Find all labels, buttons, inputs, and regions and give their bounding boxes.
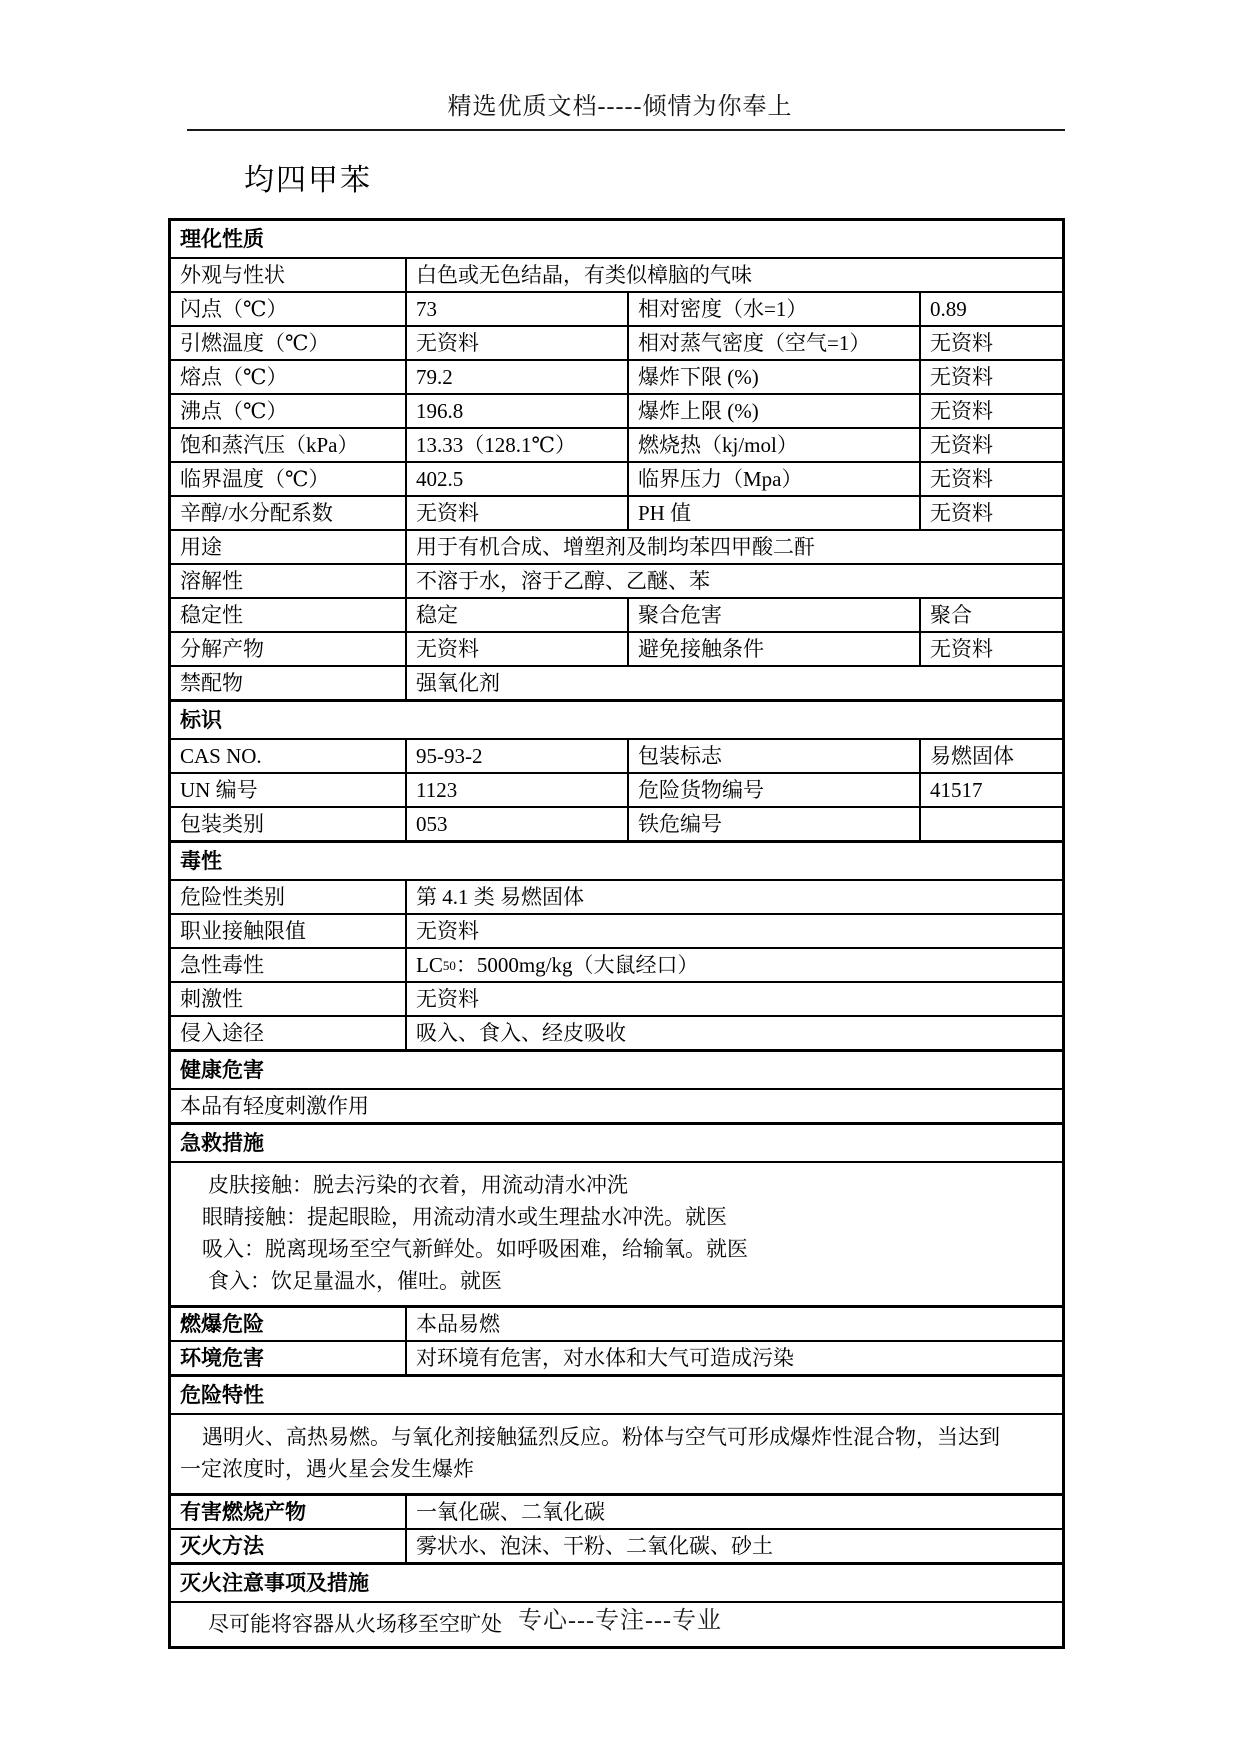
table-row-section-fire-fighting xyxy=(171,1562,1062,1601)
field-label: 急性毒性 xyxy=(180,953,264,977)
table-row xyxy=(171,597,1062,631)
field-label: UN 编号 xyxy=(180,778,258,802)
first-aid-line: 皮肤接触：脱去污染的衣着，用流动清水冲洗 xyxy=(208,1173,628,1197)
field-label: 熔点（℃） xyxy=(180,365,288,389)
section-title: 健康危害 xyxy=(180,1058,264,1082)
footer-note: 专心---专注---专业 xyxy=(518,1608,722,1634)
field-label: 职业接触限值 xyxy=(180,919,306,943)
table-row xyxy=(171,981,1062,1015)
lc-subscript: 50 xyxy=(442,957,456,973)
field-label: 饱和蒸汽压（kPa） xyxy=(180,433,359,457)
field-label: 沸点（℃） xyxy=(180,399,288,423)
field-label: 外观与性状 xyxy=(180,263,285,287)
field-value: 无资料 xyxy=(405,497,627,529)
field-label: 包装类别 xyxy=(180,812,264,836)
field-value: 95-93-2 xyxy=(405,740,627,772)
field-label: 聚合危害 xyxy=(627,599,919,631)
section-title: 灭火注意事项及措施 xyxy=(180,1571,369,1595)
table-row xyxy=(171,359,1062,393)
table-row-section-identification xyxy=(171,699,1062,738)
field-value: 无资料 xyxy=(919,497,1062,529)
field-value: 73 xyxy=(405,293,627,325)
field-label: 爆炸下限 (%) xyxy=(627,361,919,393)
table-row-section-physical xyxy=(171,221,1062,257)
field-value: 本品易燃 xyxy=(405,1308,1062,1340)
table-row xyxy=(171,495,1062,529)
field-value: 196.8 xyxy=(405,395,627,427)
table-row xyxy=(171,1340,1062,1374)
table-row xyxy=(171,1088,1062,1122)
field-label: 禁配物 xyxy=(180,671,243,695)
table-row-section-hazard-characteristics xyxy=(171,1374,1062,1413)
field-value: 无资料 xyxy=(919,327,1062,359)
field-value: 雾状水、泡沫、干粉、二氧化碳、砂土 xyxy=(405,1530,1062,1562)
field-label: 分解产物 xyxy=(180,637,264,661)
field-label: 相对密度（水=1） xyxy=(627,293,919,325)
field-label: CAS NO. xyxy=(180,744,262,768)
table-row xyxy=(171,461,1062,495)
table-row-section-health-hazard xyxy=(171,1049,1062,1088)
first-aid-line: 吸入：脱离现场至空气新鲜处。如呼吸困难，给输氧。就医 xyxy=(202,1237,748,1261)
field-value: 无资料 xyxy=(919,361,1062,393)
table-row xyxy=(171,257,1062,291)
field-value: 无资料 xyxy=(919,463,1062,495)
field-label: 灭火方法 xyxy=(180,1534,264,1558)
field-value: 无资料 xyxy=(405,983,1062,1015)
table-row-hazard-body xyxy=(171,1413,1062,1493)
field-label: 燃爆危险 xyxy=(180,1312,264,1336)
field-label: 相对蒸气密度（空气=1） xyxy=(627,327,919,359)
field-value: 无资料 xyxy=(405,327,627,359)
field-value: 402.5 xyxy=(405,463,627,495)
table-row xyxy=(171,291,1062,325)
table-row xyxy=(171,563,1062,597)
table-row xyxy=(171,631,1062,665)
field-label: 爆炸上限 (%) xyxy=(627,395,919,427)
fire-fighting-line: 尽可能将容器从火场移至空旷处 xyxy=(208,1612,502,1636)
field-value: 053 xyxy=(405,808,627,840)
field-value: 白色或无色结晶，有类似樟脑的气味 xyxy=(405,259,1062,291)
field-value: 13.33（128.1℃） xyxy=(405,429,627,461)
field-value: 无资料 xyxy=(405,633,627,665)
page-title: 均四甲苯 xyxy=(244,164,372,197)
table-row xyxy=(171,772,1062,806)
field-value: 无资料 xyxy=(405,915,1062,947)
table-row xyxy=(171,393,1062,427)
field-value xyxy=(919,808,1062,840)
field-label: 包装标志 xyxy=(627,740,919,772)
field-value: 稳定 xyxy=(405,599,627,631)
field-label: 避免接触条件 xyxy=(627,633,919,665)
table-row xyxy=(171,427,1062,461)
field-label: 铁危编号 xyxy=(627,808,919,840)
field-value: 1123 xyxy=(405,774,627,806)
field-label: PH 值 xyxy=(627,497,919,529)
field-label: 临界温度（℃） xyxy=(180,467,330,491)
field-value: 79.2 xyxy=(405,361,627,393)
field-value: 吸入、食入、经皮吸收 xyxy=(405,1017,1062,1049)
table-row xyxy=(171,1305,1062,1340)
table-row xyxy=(171,947,1062,981)
section-title: 急救措施 xyxy=(180,1131,264,1155)
section-title: 理化性质 xyxy=(180,227,264,251)
field-value: 41517 xyxy=(919,774,1062,806)
field-label: 临界压力（Mpa） xyxy=(627,463,919,495)
field-label: 用途 xyxy=(180,535,222,559)
field-label: 闪点（℃） xyxy=(180,297,288,321)
field-value: 无资料 xyxy=(919,395,1062,427)
lc-prefix: LC xyxy=(416,953,443,977)
field-label: 危险货物编号 xyxy=(627,774,919,806)
field-label: 引燃温度（℃） xyxy=(180,331,330,355)
field-value: 易燃固体 xyxy=(919,740,1062,772)
field-value: 第 4.1 类 易燃固体 xyxy=(405,881,1062,913)
field-label: 有害燃烧产物 xyxy=(180,1500,306,1524)
field-label: 稳定性 xyxy=(180,603,243,627)
first-aid-line: 食入：饮足量温水，催吐。就医 xyxy=(208,1269,502,1293)
table-row xyxy=(171,913,1062,947)
table-row xyxy=(171,325,1062,359)
field-value: 不溶于水，溶于乙醇、乙醚、苯 xyxy=(405,565,1062,597)
table-row xyxy=(171,529,1062,563)
table-row xyxy=(171,1528,1062,1562)
field-value: 强氧化剂 xyxy=(405,667,1062,699)
hazard-line: 遇明火、高热易燃。与氧化剂接触猛烈反应。粉体与空气可形成爆炸性混合物，当达到 xyxy=(202,1425,1000,1449)
lc-rest: ：5000mg/kg（大鼠经口） xyxy=(455,953,699,977)
table-row xyxy=(171,879,1062,913)
field-value: 用于有机合成、增塑剂及制均苯四甲酸二酐 xyxy=(405,531,1062,563)
field-label: 环境危害 xyxy=(180,1346,264,1370)
section-title: 标识 xyxy=(180,708,222,732)
field-label: 辛醇/水分配系数 xyxy=(180,501,333,525)
field-value: 对环境有危害，对水体和大气可造成污染 xyxy=(405,1342,1062,1374)
table-row xyxy=(171,1493,1062,1528)
section-title: 毒性 xyxy=(180,849,222,873)
field-value: 0.89 xyxy=(919,293,1062,325)
table-row xyxy=(171,738,1062,772)
field-label: 危险性类别 xyxy=(180,885,285,909)
table-row-section-first-aid xyxy=(171,1122,1062,1161)
field-value: 一氧化碳、二氧化碳 xyxy=(405,1496,1062,1528)
table-row xyxy=(171,665,1062,699)
table-row xyxy=(171,1015,1062,1049)
msds-table xyxy=(168,218,1065,1649)
field-label: 刺激性 xyxy=(180,987,243,1011)
field-label: 侵入途径 xyxy=(180,1021,264,1045)
header-divider xyxy=(187,129,1065,131)
table-row xyxy=(171,806,1062,840)
table-row-section-toxicity xyxy=(171,840,1062,879)
field-label: 溶解性 xyxy=(180,569,243,593)
first-aid-line: 眼睛接触：提起眼睑，用流动清水或生理盐水冲洗。就医 xyxy=(202,1205,727,1229)
hazard-line: 一定浓度时，遇火星会发生爆炸 xyxy=(180,1457,474,1481)
field-value: 无资料 xyxy=(919,429,1062,461)
field-value: 无资料 xyxy=(919,633,1062,665)
header-note: 精选优质文档-----倾情为你奉上 xyxy=(447,94,793,120)
table-row-first-aid-body xyxy=(171,1161,1062,1305)
field-value: 聚合 xyxy=(919,599,1062,631)
section-title: 危险特性 xyxy=(180,1383,264,1407)
field-value xyxy=(405,949,1062,981)
field-value: 本品有轻度刺激作用 xyxy=(180,1094,369,1118)
field-label: 燃烧热（kj/mol） xyxy=(627,429,919,461)
